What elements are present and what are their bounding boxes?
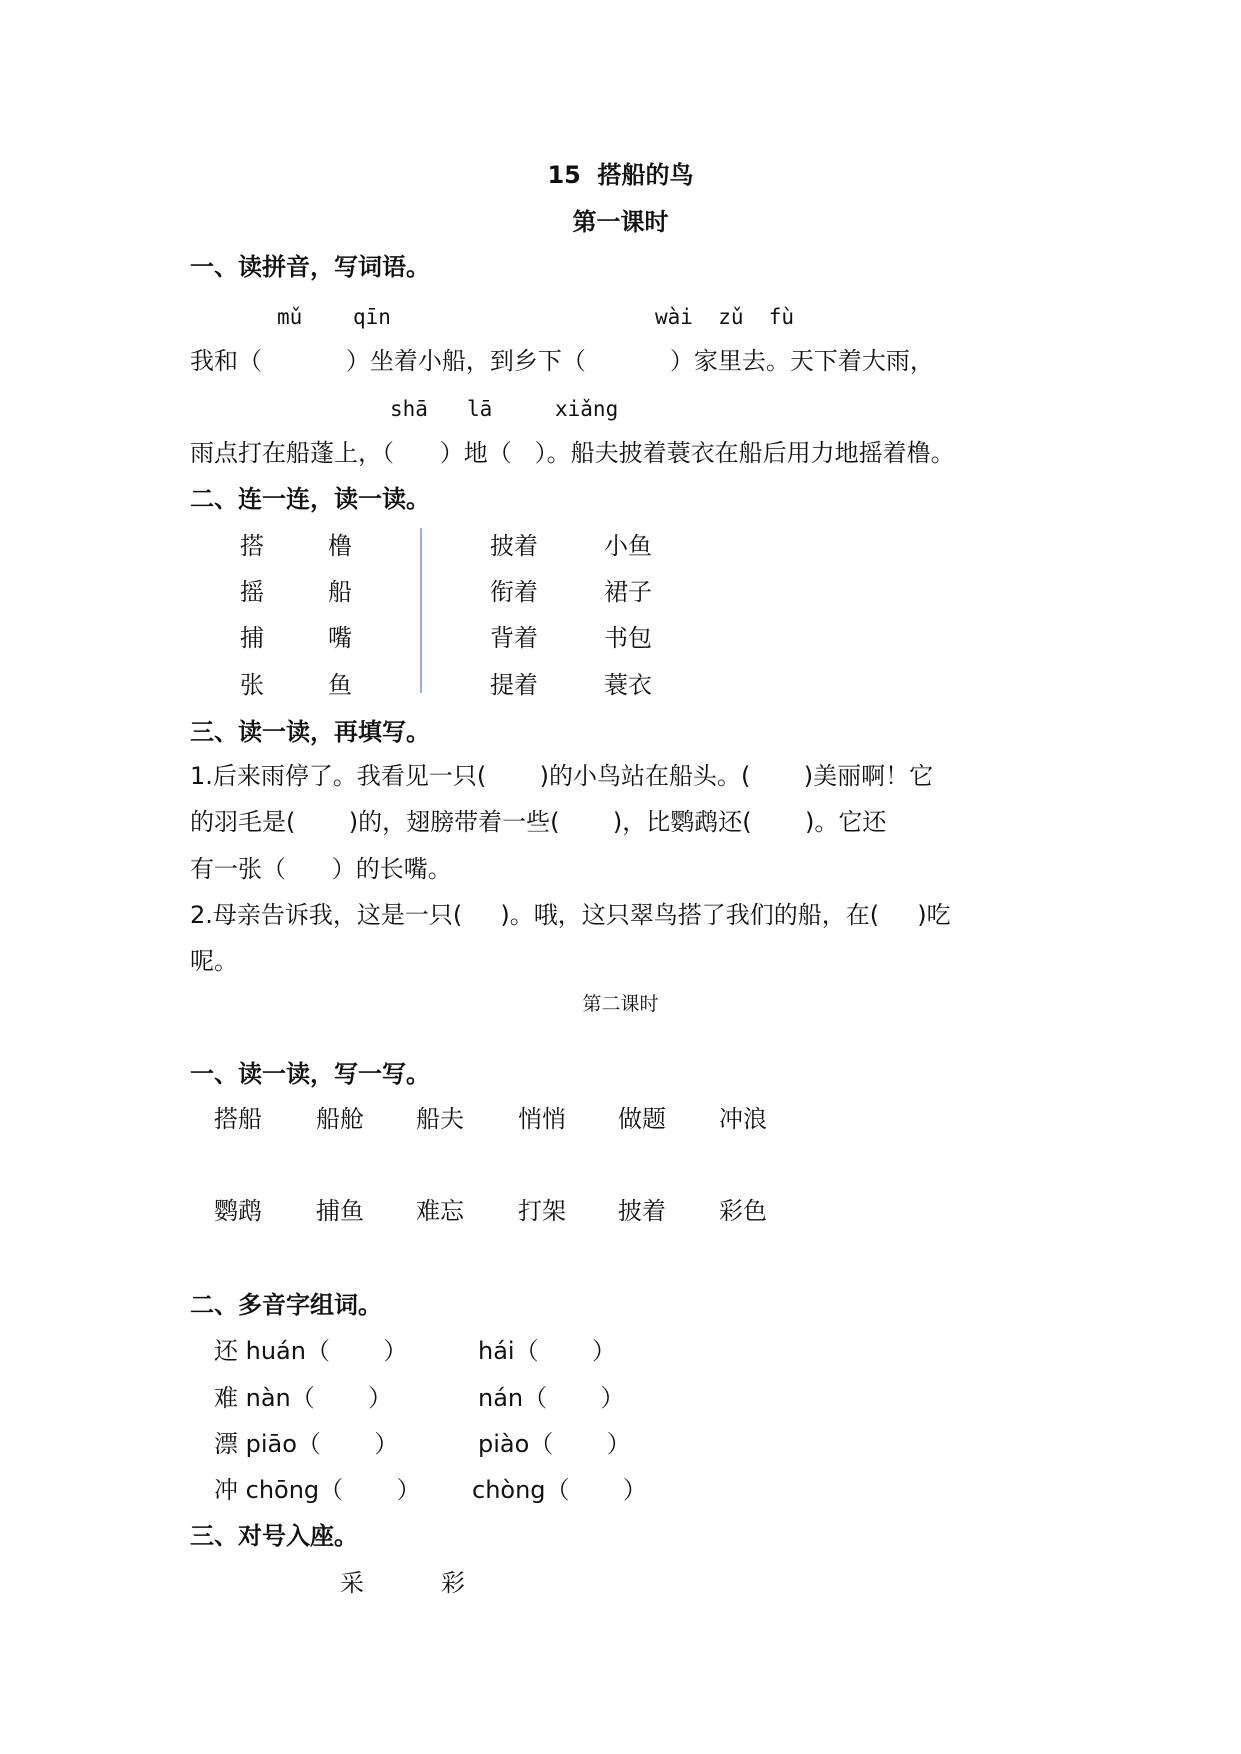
fill-blank-sentence: 有一张（ ）的长嘴。 xyxy=(190,855,452,883)
fill-blank-sentence: 的羽毛是( )的，翅膀带着一些( )，比鹦鹉还( )。它还 xyxy=(190,808,887,836)
polyphone-item: 冲 chōng（ ） xyxy=(214,1476,421,1504)
pinyin: mǔ xyxy=(277,305,303,329)
fill-blank-sentence: 雨点打在船蓬上，（ ）地（ ）。船夫披着蓑衣在船后用力地摇着橹。 xyxy=(190,439,955,467)
match-item: 小鱼 xyxy=(604,532,652,560)
word: 打架 xyxy=(518,1197,566,1225)
polyphone-item: 漂 piāo（ ） xyxy=(214,1430,399,1458)
match-item: 摇 xyxy=(240,578,264,606)
match-item: 披着 xyxy=(490,532,538,560)
polyphone-item: 还 huán（ ） xyxy=(214,1337,408,1365)
word: 捕鱼 xyxy=(316,1197,364,1225)
polyphone-item: nán（ ） xyxy=(478,1384,625,1412)
section-heading: 三、读一读，再填写。 xyxy=(190,718,430,746)
word: 鹦鹉 xyxy=(214,1197,262,1225)
word: 披着 xyxy=(618,1197,666,1225)
fill-blank-sentence: 我和（ ）坐着小船，到乡下（ ）家里去。天下着大雨， xyxy=(190,347,934,375)
fill-blank-sentence: 1.后来雨停了。我看见一只( )的小鸟站在船头。( )美丽啊！它 xyxy=(190,762,934,790)
page-title: 15 搭船的鸟 xyxy=(547,161,694,189)
match-item: 蓑衣 xyxy=(604,671,652,699)
pinyin: xiǎng xyxy=(555,397,619,421)
divider-line xyxy=(420,528,422,693)
pinyin: qīn xyxy=(353,305,391,329)
polyphone-item: chòng（ ） xyxy=(472,1476,647,1504)
lesson2-subtitle: 第二课时 xyxy=(582,993,659,1015)
match-item: 船 xyxy=(328,578,352,606)
match-item: 张 xyxy=(240,671,264,699)
section-heading: 一、读拼音，写词语。 xyxy=(190,253,430,281)
match-item: 捕 xyxy=(240,624,264,652)
polyphone-item: 难 nàn（ ） xyxy=(214,1384,393,1412)
match-item: 提着 xyxy=(490,671,538,699)
match-item: 鱼 xyxy=(328,671,352,699)
word: 船舱 xyxy=(316,1105,364,1133)
section-heading: 三、对号入座。 xyxy=(190,1522,358,1550)
pinyin: shā xyxy=(390,397,428,421)
section-heading: 一、读一读，写一写。 xyxy=(190,1060,430,1088)
word: 悄悄 xyxy=(518,1105,566,1133)
pinyin: wài zǔ fù xyxy=(655,305,795,329)
match-item: 橹 xyxy=(328,532,352,560)
match-item: 衔着 xyxy=(490,578,538,606)
word: 搭船 xyxy=(214,1105,262,1133)
fill-blank-sentence: 呢。 xyxy=(190,947,238,975)
lesson1-subtitle: 第一课时 xyxy=(572,208,669,236)
match-item: 搭 xyxy=(240,532,264,560)
match-item: 背着 xyxy=(490,624,538,652)
polyphone-item: hái（ ） xyxy=(478,1337,616,1365)
word: 难忘 xyxy=(416,1197,464,1225)
section-heading: 二、连一连，读一读。 xyxy=(190,485,430,513)
fill-blank-sentence: 2.母亲告诉我，这是一只( )。哦，这只翠鸟搭了我们的船，在( )吃 xyxy=(190,901,951,929)
word: 彩色 xyxy=(719,1197,767,1225)
match-item: 嘴 xyxy=(328,624,352,652)
char-option: 采 xyxy=(340,1569,364,1597)
match-item: 书包 xyxy=(604,624,652,652)
char-option: 彩 xyxy=(441,1569,465,1597)
word: 做题 xyxy=(618,1105,666,1133)
word: 船夫 xyxy=(416,1105,464,1133)
match-item: 裙子 xyxy=(604,578,652,606)
polyphone-item: piào（ ） xyxy=(478,1430,631,1458)
word: 冲浪 xyxy=(719,1105,767,1133)
section-heading: 二、多音字组词。 xyxy=(190,1291,382,1319)
pinyin: lā xyxy=(467,397,493,421)
